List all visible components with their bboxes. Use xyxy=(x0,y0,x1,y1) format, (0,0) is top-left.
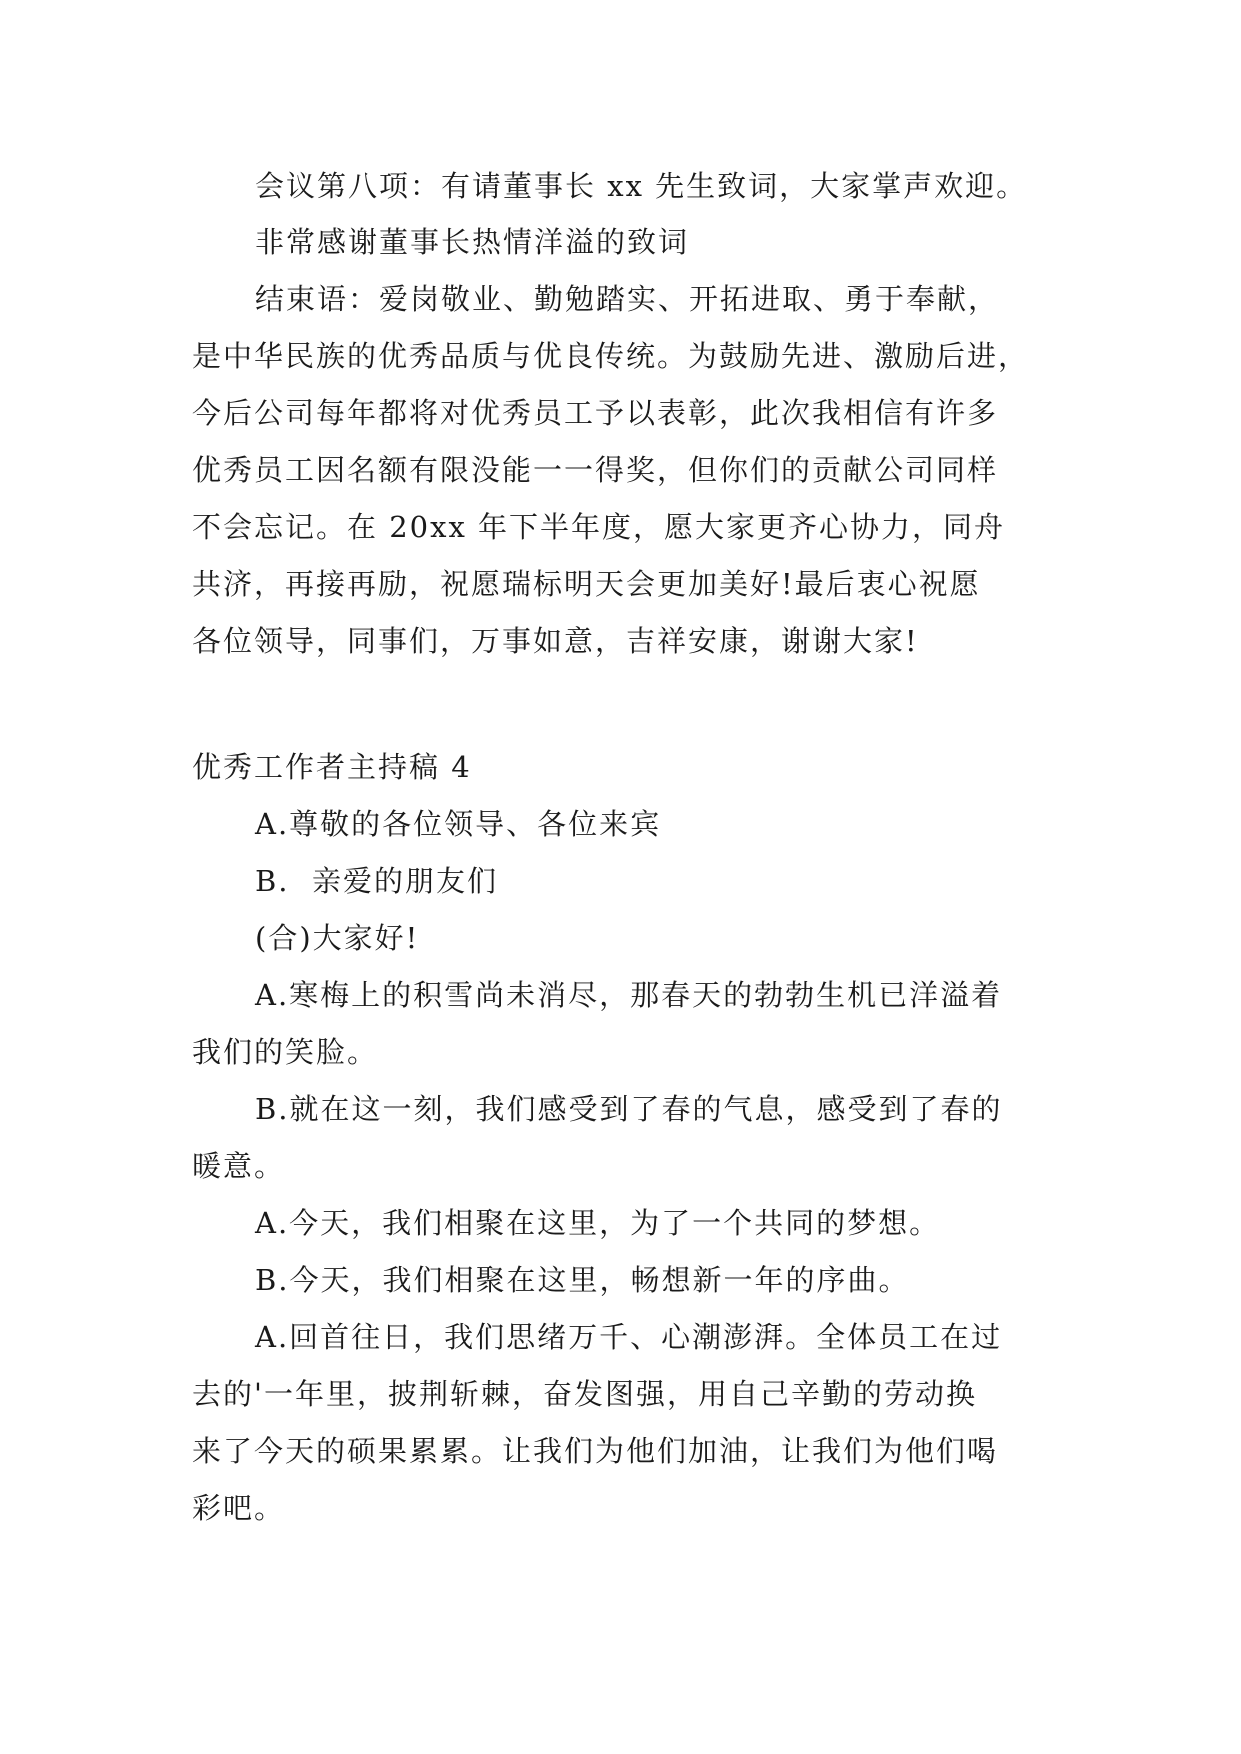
paragraph-line: 会议第八项：有请董事长 xx 先生致词，大家掌声欢迎。 xyxy=(255,169,1028,203)
paragraph-line: A.尊敬的各位领导、各位来宾 xyxy=(255,807,662,841)
paragraph-line: 共济，再接再励，祝愿瑞标明天会更加美好!最后衷心祝愿 xyxy=(192,567,981,601)
paragraph-line: B. 亲爱的朋友们 xyxy=(255,864,498,898)
paragraph-line: 不会忘记。在 20xx 年下半年度，愿大家更齐心协力，同舟 xyxy=(192,510,1006,544)
section-title: 优秀工作者主持稿 4 xyxy=(192,750,472,784)
paragraph-line: A.今天，我们相聚在这里，为了一个共同的梦想。 xyxy=(255,1206,941,1240)
paragraph-line: 结束语：爱岗敬业、勤勉踏实、开拓进取、勇于奉献， xyxy=(255,282,1000,316)
paragraph-line: 彩吧。 xyxy=(192,1491,286,1525)
paragraph-line: 去的'一年里，披荆斩棘，奋发图强，用自己辛勤的劳动换 xyxy=(192,1377,977,1411)
paragraph-line: 是中华民族的优秀品质与优良传统。为鼓励先进、激励后进， xyxy=(192,339,1030,373)
paragraph-line: 今后公司每年都将对优秀员工予以表彰，此次我相信有许多 xyxy=(192,396,999,430)
paragraph-line: 来了今天的硕果累累。让我们为他们加油，让我们为他们喝 xyxy=(192,1434,999,1468)
paragraph-line: B.就在这一刻，我们感受到了春的气息，感受到了春的 xyxy=(255,1092,1003,1126)
paragraph-line: (合)大家好! xyxy=(255,921,420,955)
paragraph-line: 各位领导，同事们，万事如意，吉祥安康，谢谢大家! xyxy=(192,624,919,658)
paragraph-line: A.回首往日，我们思绪万千、心潮澎湃。全体员工在过 xyxy=(255,1320,1003,1354)
paragraph-line: 优秀员工因名额有限没能一一得奖，但你们的贡献公司同样 xyxy=(192,453,999,487)
paragraph-line: 非常感谢董事长热情洋溢的致词 xyxy=(255,225,690,259)
paragraph-line: 我们的笑脸。 xyxy=(192,1035,379,1069)
paragraph-line: B.今天，我们相聚在这里，畅想新一年的序曲。 xyxy=(255,1263,910,1297)
paragraph-line: A.寒梅上的积雪尚未消尽，那春天的勃勃生机已洋溢着 xyxy=(255,978,1003,1012)
paragraph-line: 暖意。 xyxy=(192,1149,286,1183)
